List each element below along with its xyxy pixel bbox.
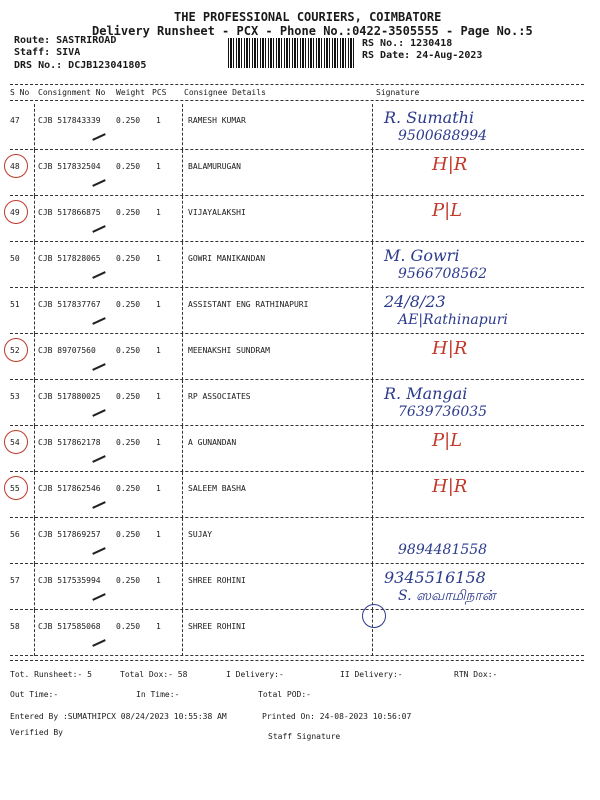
staff-label: Staff: SIVA [14, 47, 81, 58]
row-consignee: GOWRI MANIKANDAN [188, 254, 266, 263]
row-consignment-no: CJB 517832504 [38, 162, 101, 171]
row-pcs: 1 [156, 438, 161, 447]
row-pcs: 1 [156, 392, 161, 401]
column-divider [34, 380, 35, 426]
tick-mark-icon [92, 547, 106, 555]
column-divider [182, 104, 183, 150]
row-sno: 48 [10, 162, 20, 171]
row-consignee: RP ASSOCIATES [188, 392, 251, 401]
column-divider [182, 150, 183, 196]
column-divider [34, 104, 35, 150]
in-time: In Time:- [136, 690, 180, 699]
row-pcs: 1 [156, 254, 161, 263]
row-consignee: BALAMURUGAN [188, 162, 241, 171]
signature-phone: 9500688994 [398, 128, 488, 144]
barcode [228, 38, 356, 68]
row-weight: 0.250 [116, 576, 141, 585]
row-sno: 57 [10, 576, 20, 585]
table-row [0, 380, 600, 426]
circled-mark-icon [4, 200, 28, 224]
row-consignee: ASSISTANT ENG RATHINAPURI [188, 300, 309, 309]
signature-phone: 9894481558 [398, 542, 488, 558]
row-consignment-no: CJB 517869257 [38, 530, 101, 539]
signature-text: R. Sumathi [384, 108, 475, 127]
column-divider [34, 426, 35, 472]
rs-date: RS Date: 24-Aug-2023 [362, 50, 483, 61]
column-divider [182, 564, 183, 610]
column-divider [34, 150, 35, 196]
table-row [0, 196, 600, 242]
row-consignee: RAMESH KUMAR [188, 116, 246, 125]
tick-mark-icon [92, 179, 106, 187]
row-consignment-no: CJB 517843339 [38, 116, 101, 125]
row-weight: 0.250 [116, 438, 141, 447]
column-divider [372, 472, 373, 518]
row-weight: 0.250 [116, 116, 141, 125]
row-pcs: 1 [156, 116, 161, 125]
tick-mark-icon [92, 271, 106, 279]
table-row [0, 610, 600, 656]
tot-runsheet: Tot. Runsheet:- 5 [10, 670, 92, 679]
signature-text: P|L [432, 200, 463, 221]
circled-mark-icon [4, 430, 28, 454]
row-consignment-no: CJB 517880025 [38, 392, 101, 401]
tick-mark-icon [92, 317, 106, 325]
header-bottom-rule [10, 100, 584, 101]
stamp-icon [362, 604, 386, 628]
ii-delivery: II Delivery:- [340, 670, 403, 679]
column-divider [34, 472, 35, 518]
row-consignee: SHREE ROHINI [188, 622, 246, 631]
table-row [0, 150, 600, 196]
column-divider [372, 518, 373, 564]
column-divider [372, 150, 373, 196]
row-consignee: SHREE ROHINI [188, 576, 246, 585]
column-divider [372, 242, 373, 288]
column-divider [182, 242, 183, 288]
circled-mark-icon [4, 338, 28, 362]
column-divider [182, 472, 183, 518]
column-divider [182, 288, 183, 334]
rs-number: RS No.: 1230418 [362, 38, 453, 49]
row-consignee: A GUNANDAN [188, 438, 237, 447]
table-row [0, 472, 600, 518]
circled-mark-icon [4, 154, 28, 178]
signature-text: H|R [432, 154, 468, 175]
signature-phone: 9566708562 [398, 266, 488, 282]
tick-mark-icon [92, 409, 106, 417]
entered-by: Entered By :SUMATHIPCX 08/24/2023 10:55:38 AM [10, 712, 227, 721]
tick-mark-icon [92, 639, 106, 647]
signature-phone: S. ஸவாமிநான் [398, 588, 496, 604]
row-pcs: 1 [156, 576, 161, 585]
row-consignee: VIJAYALAKSHI [188, 208, 246, 217]
row-consignment-no: CJB 517866875 [38, 208, 101, 217]
row-weight: 0.250 [116, 346, 141, 355]
row-consignment-no: CJB 517837767 [38, 300, 101, 309]
column-divider [372, 288, 373, 334]
column-divider [372, 196, 373, 242]
tick-mark-icon [92, 501, 106, 509]
col-consignee: Consignee Details [184, 88, 266, 97]
table-row [0, 104, 600, 150]
printed-on: Printed On: 24-08-2023 10:56:07 [262, 712, 412, 721]
table-row [0, 242, 600, 288]
table-row [0, 334, 600, 380]
tick-mark-icon [92, 593, 106, 601]
row-pcs: 1 [156, 208, 161, 217]
row-consignment-no: CJB 517828065 [38, 254, 101, 263]
row-consignee: SUJAY [188, 530, 213, 539]
column-divider [34, 196, 35, 242]
row-consignee: MEENAKSHI SUNDRAM [188, 346, 270, 355]
signature-text: R. Mangai [384, 384, 468, 403]
total-dox: Total Dox:- 58 [120, 670, 188, 679]
col-sno: S No [10, 88, 30, 97]
row-consignment-no: CJB 517535994 [38, 576, 101, 585]
signature-phone: AE|Rathinapuri [398, 312, 508, 328]
table-row [0, 426, 600, 472]
signature-text: H|R [432, 476, 468, 497]
header-top-rule [10, 84, 584, 85]
row-weight: 0.250 [116, 162, 141, 171]
row-sno: 49 [10, 208, 20, 217]
row-weight: 0.250 [116, 254, 141, 263]
column-divider [372, 380, 373, 426]
column-divider [34, 564, 35, 610]
column-divider [34, 334, 35, 380]
row-consignment-no: CJB 517862546 [38, 484, 101, 493]
column-divider [34, 610, 35, 656]
row-pcs: 1 [156, 346, 161, 355]
row-sno: 55 [10, 484, 20, 493]
column-divider [34, 288, 35, 334]
i-delivery: I Delivery:- [226, 670, 284, 679]
row-consignment-no: CJB 89707560 [38, 346, 96, 355]
signature-text: P|L [432, 430, 463, 451]
row-weight: 0.250 [116, 300, 141, 309]
row-sno: 51 [10, 300, 20, 309]
row-rule [10, 655, 584, 656]
row-weight: 0.250 [116, 530, 141, 539]
route-label: Route: SASTRIROAD [14, 35, 117, 46]
row-weight: 0.250 [116, 392, 141, 401]
row-sno: 54 [10, 438, 20, 447]
row-sno: 47 [10, 116, 20, 125]
total-pod: Total POD:- [258, 690, 311, 699]
row-sno: 56 [10, 530, 20, 539]
signature-text: 9345516158 [384, 568, 486, 587]
tick-mark-icon [92, 363, 106, 371]
tick-mark-icon [92, 455, 106, 463]
row-pcs: 1 [156, 622, 161, 631]
tick-mark-icon [92, 225, 106, 233]
row-pcs: 1 [156, 162, 161, 171]
column-divider [182, 196, 183, 242]
row-consignment-no: CJB 517585068 [38, 622, 101, 631]
rtn-dox: RTN Dox:- [454, 670, 498, 679]
signature-text: H|R [432, 338, 468, 359]
signature-phone: 7639736035 [398, 404, 488, 420]
row-pcs: 1 [156, 484, 161, 493]
table-row [0, 288, 600, 334]
out-time: Out Time:- [10, 690, 59, 699]
column-divider [34, 242, 35, 288]
column-divider [182, 518, 183, 564]
row-pcs: 1 [156, 530, 161, 539]
tick-mark-icon [92, 133, 106, 141]
circled-mark-icon [4, 476, 28, 500]
table-row [0, 518, 600, 564]
company-name: THE PROFESSIONAL COURIERS, COIMBATORE [174, 10, 442, 24]
col-weight: Weight [116, 88, 145, 97]
footer-rule [10, 660, 584, 661]
column-divider [182, 380, 183, 426]
column-divider [182, 334, 183, 380]
row-consignment-no: CJB 517862178 [38, 438, 101, 447]
runsheet-title: Delivery Runsheet - PCX - Phone No.:0422-3505555 - Page No.:5 [92, 24, 533, 38]
verified-by: Verified By [10, 728, 63, 737]
row-sno: 52 [10, 346, 20, 355]
signature-text: M. Gowri [384, 246, 460, 265]
row-weight: 0.250 [116, 484, 141, 493]
row-weight: 0.250 [116, 208, 141, 217]
row-sno: 50 [10, 254, 20, 263]
col-consignment: Consignment No [38, 88, 106, 97]
row-consignee: SALEEM BASHA [188, 484, 246, 493]
staff-signature: Staff Signature [268, 732, 341, 741]
column-divider [372, 104, 373, 150]
signature-text: 24/8/23 [384, 292, 446, 311]
col-pcs: PCS [152, 88, 167, 97]
row-weight: 0.250 [116, 622, 141, 631]
column-divider [182, 610, 183, 656]
row-pcs: 1 [156, 300, 161, 309]
row-sno: 53 [10, 392, 20, 401]
row-sno: 58 [10, 622, 20, 631]
column-divider [34, 518, 35, 564]
column-divider [182, 426, 183, 472]
column-divider [372, 334, 373, 380]
drs-number: DRS No.: DCJB123041805 [14, 60, 147, 71]
column-divider [372, 426, 373, 472]
col-signature: Signature [376, 88, 420, 97]
table-row [0, 564, 600, 610]
